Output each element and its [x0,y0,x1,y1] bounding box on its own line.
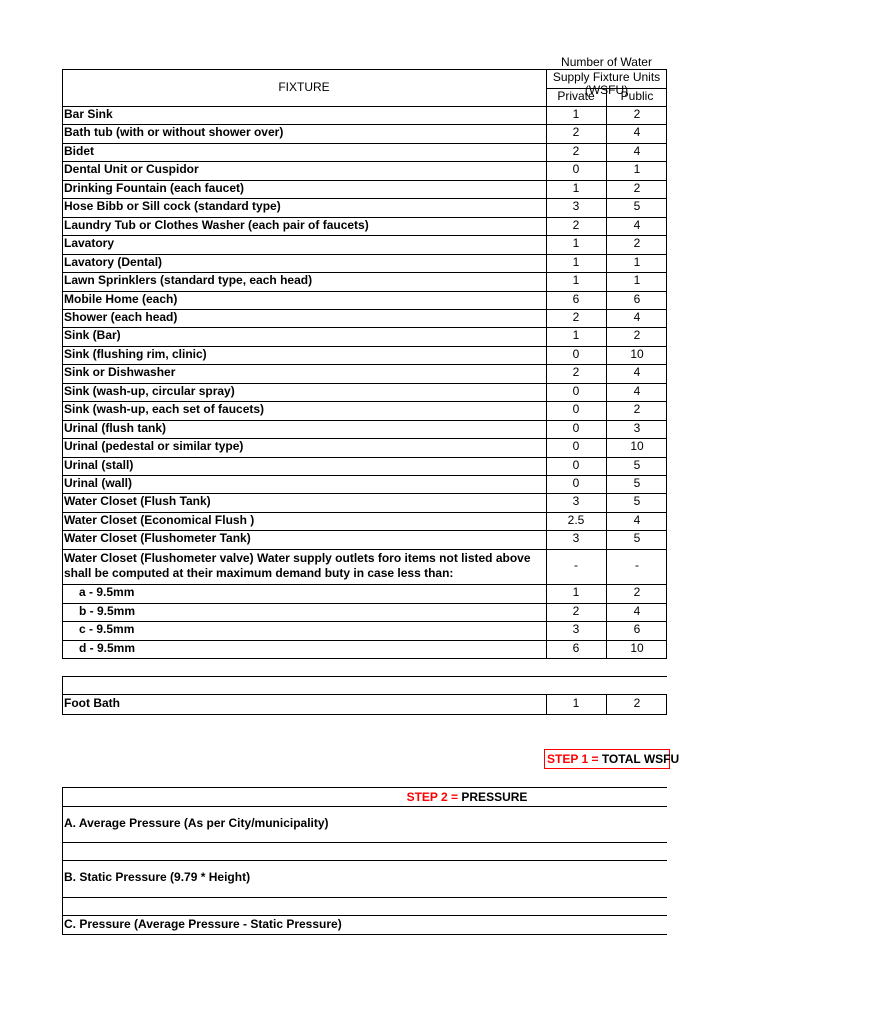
sub-row-private: 2 [572,603,580,618]
table-row-fixture: Mobile Home (each) [64,291,178,306]
step1-text [547,752,679,766]
footbath-fixture: Foot Bath [64,696,120,710]
sub-row-fixture: b - 9.5mm [79,603,136,618]
step2-pressure: C. Pressure (Average Pressure - Static Pressure) [64,917,342,931]
table-row-private: 6 [572,291,580,306]
table-row-fixture: Laundry Tub or Clothes Washer (each pair of faucets) [64,217,369,232]
step1-box [544,749,680,769]
table-row-public: 5 [633,531,641,546]
table-row-fixture: Water Closet (Economical Flush ) [64,512,255,527]
table-row-private: 0 [572,439,580,454]
sub-row-public: 10 [630,640,644,655]
step2-header [62,790,872,804]
sub-row-fixture: a - 9.5mm [79,585,135,599]
table-row-public: 4 [633,125,641,140]
table-row-private: 2 [572,125,580,140]
table-row-public: 2 [633,236,641,251]
step2-prefix: STEP 2 = [406,790,462,804]
step1-label: TOTAL WSFU [601,752,680,766]
table-row-private: 1 [572,254,580,269]
table-row-private: 0 [572,420,580,435]
table-row-private: 2.5 [567,512,585,527]
table-row-public: 3 [633,420,641,435]
table-row-fixture: Urinal (wall) [64,476,133,490]
table-row-fixture: Drinking Fountain (each faucet) [64,180,245,195]
table-row-fixture: Sink (wash-up, each set of faucets) [64,402,265,417]
table-row-fixture: Sink (flushing rim, clinic) [64,346,207,361]
step2-spacer2-bottom [62,915,667,916]
table-row-public: 10 [630,439,644,454]
table-row-private: 3 [572,199,580,214]
table-row-fixture: Lavatory [64,236,115,251]
table-row-private: 0 [572,402,580,417]
step2-spacer-bottom [62,860,667,861]
table-row-public: 5 [633,457,641,472]
table-row-private: 2 [572,365,580,380]
table-row-border [62,549,667,550]
table-row-fixture: Sink (wash-up, circular spray) [64,383,235,398]
step2-average-pressure: A. Average Pressure (As per City/municipality) [64,816,329,830]
step2-header-bottom [62,806,667,807]
step2-row-b-bottom [62,897,667,898]
sub-row-private: 6 [572,640,580,655]
tall-row-line1: Water Closet (Flushometer valve) Water supply outlets foro items not listed above [64,551,531,565]
table-row-public: 2 [633,180,641,195]
table-row-public: 4 [633,365,641,380]
tall-row-line2: shall be computed at their maximum demand buty in case less than: [64,566,454,580]
table-row-fixture: Water Closet (Flush Tank) [64,494,211,509]
table-row-public: 4 [633,383,641,398]
table-row-fixture: Water Closet (Flushometer Tank) [64,531,251,546]
table-row-private: 3 [572,494,580,509]
sub-row-public: 6 [633,622,641,636]
table-left-border [62,69,63,658]
sub-row-private: 3 [572,622,580,636]
table-row-public: 5 [633,494,641,509]
wsfu-header-line2: Supply Fixture Units [552,70,661,84]
table-row-fixture: Sink (Bar) [64,328,121,343]
step2-static-pressure: B. Static Pressure (9.79 * Height) [64,870,251,884]
table-row-public: 1 [633,162,641,177]
private-header: Private [557,89,595,103]
table-row-public: 5 [633,476,641,490]
step2-bottom-border [62,934,667,935]
table-row-private: 2 [572,309,580,324]
table-row-private: 2 [572,217,580,232]
step2-label: PRESSURE [461,790,528,804]
table-row-fixture: Lavatory (Dental) [64,254,163,269]
sub-row-fixture: d - 9.5mm [79,640,136,655]
table-row-public: 2 [633,402,641,417]
table-row-fixture: Urinal (flush tank) [64,420,167,435]
table-row-fixture: Shower (each head) [64,309,178,324]
table-row-fixture: Bath tub (with or without shower over) [64,125,284,140]
sub-row-public: 4 [633,603,641,618]
table-row-private: 1 [572,236,580,251]
table-row-fixture: Hose Bibb or Sill cock (standard type) [64,199,281,214]
step2-left-border [62,787,63,934]
table-right-border [666,69,667,658]
table-row-private: 1 [572,180,580,195]
table-row-private: 1 [572,273,580,288]
tall-row-private: - [574,558,578,572]
step1-prefix: STEP 1 = [547,752,602,766]
table-row-private: 3 [572,531,580,546]
footbath-mid-border [62,694,667,695]
sub-row-fixture: c - 9.5mm [79,622,135,636]
table-row-fixture: Urinal (stall) [64,457,134,472]
footbath-public: 2 [633,696,641,710]
footbath-private: 1 [572,696,580,710]
tall-row-public: - [635,558,639,572]
table-row-public: 4 [633,309,641,324]
table-row-fixture: Bidet [64,143,94,158]
footbath-bottom-border [62,714,667,715]
table-row-public: 2 [633,328,641,343]
table-row-public: 4 [633,512,641,527]
step2-row-a-bottom [62,842,667,843]
private-col-border [546,69,547,658]
table-row-private: 0 [572,476,580,490]
table-row-private: 0 [572,162,580,177]
table-row-public: 4 [633,143,641,158]
table-row-fixture: Lawn Sprinklers (standard type, each head) [64,273,313,288]
table-row-private: 1 [572,328,580,343]
wsfu-header-line3: (WSFU) [584,83,629,97]
table-row-public: 1 [633,273,641,288]
footbath-left-border [62,676,63,714]
sub-row-private: 1 [572,585,580,599]
table-row-private: 0 [572,383,580,398]
step2-top-border [62,787,667,788]
table-row-fixture: Bar Sink [64,107,113,121]
public-header: Public [620,89,654,103]
public-col-border [606,88,607,658]
table-row-public: 10 [630,346,644,361]
table-row-public: 5 [633,199,641,214]
table-row-private: 0 [572,346,580,361]
table-row-fixture: Sink or Dishwasher [64,365,176,380]
table-row-public: 4 [633,217,641,232]
table-row-private: 0 [572,457,580,472]
table-row-fixture: Dental Unit or Cuspidor [64,162,199,177]
sub-row-border [62,658,667,659]
table-row-public: 1 [633,254,641,269]
table-row-public: 6 [633,291,641,306]
sub-row-public: 2 [633,585,641,599]
fixture-header: FIXTURE [278,80,330,94]
footbath-top-border [62,676,667,677]
table-row-private: 2 [572,143,580,158]
table-row-private: 1 [572,107,580,121]
wsfu-header-line1: Number of Water [561,55,652,69]
table-row-fixture: Urinal (pedestal or similar type) [64,439,244,454]
table-row-public: 2 [633,107,641,121]
